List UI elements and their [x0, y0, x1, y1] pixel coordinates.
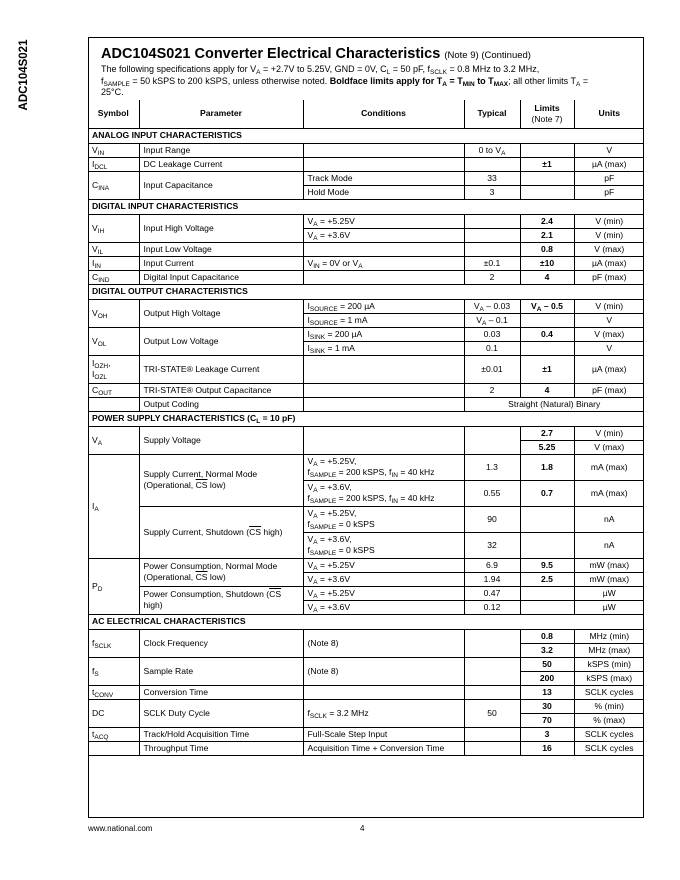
- header-limits: Limits (Note 7): [520, 100, 574, 128]
- table-row: Supply Current, Shutdown ($\overline{CS}$ high) $V_A = +5.25V$, $f_{SAMPLE} = 0$ kSPS 90 nA: [88, 506, 644, 532]
- title-text: ADC104S021 Converter Electrical Characteristics: [101, 46, 441, 62]
- table-row: $t_{ACQ}$ Track/Hold Acquisition Time Full-Scale Step Input 3 SCLK cycles: [88, 727, 644, 741]
- table-row: $I_{OZH}$, $I_{OZL}$ TRI-STATE® Leakage Current ±0.01 ±1 µA (max): [88, 355, 644, 383]
- footer-website: www.national.com: [88, 824, 153, 833]
- table-header-row: [88, 100, 644, 128]
- table-row: $I_{SINK} = 1$ mA 0.1 V: [88, 341, 644, 355]
- table-row: $V_{IH}$ Input High Voltage $V_A = +5.25V$ 2.4 V (min): [88, 214, 644, 228]
- table-row: $V_A = +3.6V$ 0.12 µW: [88, 600, 644, 614]
- table-row: $I_A$ Supply Current, Normal Mode (Operational, $\overline{CS}$ low) $V_A = +5.25V$, $f_{SAMPLE} = 200$ kSPS, $f_{IN} = 40$ kHz 1.3 1.8 mA (max): [88, 454, 644, 480]
- table-row: $V_A = +3.6V$, $f_{SAMPLE} = 200$ kSPS, $f_{IN} = 40$ kHz 0.55 0.7 mA (max): [88, 480, 644, 506]
- header-symbol: Symbol: [88, 100, 139, 128]
- electrical-characteristics-table: [88, 100, 644, 756]
- table-row: 70 % (max): [88, 713, 644, 727]
- header-units: Units: [574, 100, 644, 128]
- table-row: $V_{OH}$ Output High Voltage $I_{SOURCE} = 200$ µA $V_A - 0.03$ $V_A - 0.5$ V (min): [88, 299, 644, 313]
- footer-page-number: 4: [360, 824, 365, 833]
- table-row: $I_{DCL}$ DC Leakage Current ±1 µA (max): [88, 157, 644, 171]
- table-row: $V_{IN}$ Input Range 0 to $V_A$ V: [88, 143, 644, 157]
- section-header: DIGITAL OUTPUT CHARACTERISTICS: [88, 284, 644, 299]
- table-row: $C_{OUT}$ TRI-STATE® Output Capacitance 2 4 pF (max): [88, 383, 644, 397]
- table-row: $t_{CONV}$ Conversion Time 13 SCLK cycles: [88, 685, 644, 699]
- table-row: Power Consumption, Shutdown ($\overline{CS}$ high) $V_A = +5.25V$ 0.47 µW: [88, 586, 644, 600]
- table-row: $V_A$ Supply Voltage 2.7 V (min): [88, 426, 644, 440]
- table-row: $f_S$ Sample Rate (Note 8) 50 kSPS (min): [88, 657, 644, 671]
- header-typical: Typical: [464, 100, 520, 128]
- table-row: $V_A = +3.6V$ 1.94 2.5 mW (max): [88, 572, 644, 586]
- table-row: 200 kSPS (max): [88, 671, 644, 685]
- table-row: Output Coding Straight (Natural) Binary: [88, 397, 644, 411]
- section-header: AC ELECTRICAL CHARACTERISTICS: [88, 614, 644, 629]
- table-row: $P_D$ Power Consumption, Normal Mode (Operational, $\overline{CS}$ low) $V_A = +5.25V$ 6.9 9.5 mW (max): [88, 558, 644, 572]
- header-conditions: Conditions: [303, 100, 464, 128]
- side-tab-part-number: ADC104S021: [18, 39, 30, 111]
- intro-paragraph: The following specifications apply for $V_A = +2.7V$ to 5.25V, GND = 0V, $C_L = 50$ pF, $f_{SCLK} = 0.8$ MHz to 3.2 MHz, $f_{SAMPLE} = 50$ kSPS to 200 kSPS, unless otherwise noted. Boldface limits apply for $T_A = T_{MIN}$ to $T_{MAX}$; all other limits $T_A$ = 25°C.: [101, 64, 589, 97]
- title-note: (Note 9) (Continued): [444, 50, 531, 61]
- section-header: ANALOG INPUT CHARACTERISTICS: [88, 128, 644, 143]
- table-row: DC SCLK Duty Cycle $f_{SCLK} = 3.2$ MHz 50 30 % (min): [88, 699, 644, 713]
- table-row: $V_{IL}$ Input Low Voltage 0.8 V (max): [88, 242, 644, 256]
- section-header: DIGITAL INPUT CHARACTERISTICS: [88, 199, 644, 214]
- table-row: $V_A = +3.6V$, $f_{SAMPLE} = 0$ kSPS 32 nA: [88, 532, 644, 558]
- table-row: 3.2 MHz (max): [88, 643, 644, 657]
- table-row: $C_{INA}$ Input Capacitance Track Mode 33 pF: [88, 171, 644, 185]
- table-row: $C_{IND}$ Digital Input Capacitance 2 4 pF (max): [88, 270, 644, 284]
- table-row: $V_A = +3.6V$ 2.1 V (min): [88, 228, 644, 242]
- table-row: $V_{OL}$ Output Low Voltage $I_{SINK} = 200$ µA 0.03 0.4 V (max): [88, 327, 644, 341]
- page-title: [101, 46, 531, 62]
- table-row: 5.25 V (max): [88, 440, 644, 454]
- table-row: $f_{SCLK}$ Clock Frequency (Note 8) 0.8 MHz (min): [88, 629, 644, 643]
- table-row: $I_{SOURCE} = 1$ mA $V_A - 0.1$ V: [88, 313, 644, 327]
- table-row: Hold Mode 3 pF: [88, 185, 644, 199]
- header-parameter: Parameter: [139, 100, 303, 128]
- table-row: $I_{IN}$ Input Current $V_{IN} = 0V$ or $V_A$ ±0.1 ±10 µA (max): [88, 256, 644, 270]
- table-row: Throughput Time Acquisition Time + Conversion Time 16 SCLK cycles: [88, 741, 644, 755]
- section-header: POWER SUPPLY CHARACTERISTICS ($C_L = 10$ pF): [88, 411, 644, 426]
